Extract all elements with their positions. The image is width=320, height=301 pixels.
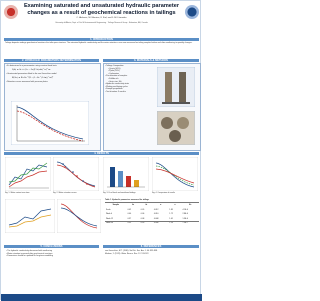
figure-1-caption: Fig. 1. Water content over time xyxy=(5,192,51,194)
materials-item: • Carbonates xyxy=(105,73,155,76)
table-cell: 0.40 xyxy=(127,212,140,217)
figure-1 xyxy=(5,157,51,191)
theory-bullet: • Ks determined in a permeameter using constant head tests xyxy=(6,65,96,68)
table-cell: 0.05 xyxy=(140,208,153,213)
table-cell: 1.72 xyxy=(168,212,181,217)
materials-list xyxy=(105,65,155,94)
table-cell: 0.012 xyxy=(153,208,169,213)
table-cell: Week 4 xyxy=(105,212,127,217)
figure-3 xyxy=(103,157,149,191)
references-list xyxy=(105,250,197,255)
table-header: n xyxy=(168,203,181,208)
table-cell: 0.006 xyxy=(153,221,169,226)
reference-item: Mualem, Y. (1976). Water Resour. Res. 12: 513-522. xyxy=(105,253,197,256)
theory-heading: 2. HYDRAULIC PARAMETERS DETERMINATION xyxy=(4,59,99,62)
intro-heading: 1. INTRODUCTION xyxy=(4,38,199,41)
table-cell: 0.42 xyxy=(127,208,140,213)
figure-4-caption: Fig. 4. Comparison of results xyxy=(152,192,198,194)
theory-bullet: • Unsaturated parameters fitted to the van Genuchten model xyxy=(6,73,96,76)
materials-heading: 3. MATERIALS & METHODS xyxy=(103,59,199,62)
table-cell: 1.3E-6 xyxy=(182,217,199,222)
conclusions-list xyxy=(6,250,98,258)
materials-item: • Sulfide rich xyxy=(105,78,155,81)
table-header: α xyxy=(153,203,169,208)
formula-retention: θ(h) = θr + (θs − θr)/[1+(αh)^n]^m xyxy=(12,69,96,71)
table-cell: 0.08 xyxy=(140,217,153,222)
materials-item: • Sample preparation xyxy=(105,88,155,91)
table-cell: 2.8E-6 xyxy=(182,212,199,217)
table-cell: Fresh xyxy=(105,208,127,213)
authors: C. Alekovic, M. Maurice, F. Kiel, and J.-M. Lhannitto xyxy=(19,17,184,20)
figure-4 xyxy=(152,157,198,191)
figure-6 xyxy=(57,199,101,233)
table-cell: 1.54 xyxy=(168,221,181,226)
university-logo-icon xyxy=(4,5,18,19)
table-caption: Table 1. Hydraulic parameters measured for tailings xyxy=(105,199,199,201)
table-header: Ks xyxy=(182,203,199,208)
results-heading: 4. RESULTS xyxy=(4,152,199,155)
table-cell: 4.1E-6 xyxy=(182,208,199,213)
table-cell: 0.010 xyxy=(153,212,169,217)
materials-item: • Test duration: 9 months xyxy=(105,91,155,94)
materials-item: • Quartz (45%) xyxy=(105,68,155,71)
header xyxy=(1,1,202,37)
institute-logo-icon xyxy=(185,5,199,19)
theory-diagram xyxy=(11,101,89,145)
table-cell: 0.06 xyxy=(140,212,153,217)
conclusion-item: • Water retention increased after geochemical reactions xyxy=(6,253,98,256)
figure-5 xyxy=(5,199,55,233)
materials-item: • Tailings Composition xyxy=(105,65,155,68)
affiliations: University of Alberta, Dept. of Civil & Environmental Engineering · Tailings Research Group · Edmonton, AB, Canada xyxy=(15,22,188,24)
reference-item: van Genuchten, M.T. (1980). Soil Sci. Soc. Am. J. 44: 892-898. xyxy=(105,250,197,253)
table-cell: Week 12 xyxy=(105,217,127,222)
conclusion-item: • The hydraulic conductivity decreased with weathering xyxy=(6,250,98,253)
table-cell: 1.61 xyxy=(168,217,181,222)
table-cell: 0.09 xyxy=(140,221,153,226)
formula-conductivity: K(Se) = Ks·Se^l[1−(1−Se^(1/m))^m]² xyxy=(12,77,96,79)
materials-item: • Grain size: Silt xyxy=(105,81,155,84)
theory-bullets xyxy=(6,65,96,84)
table-header: θr xyxy=(140,203,153,208)
table-cell: 0.37 xyxy=(127,217,140,222)
table-cell: 7.9E-7 xyxy=(182,221,199,226)
results-table xyxy=(105,203,199,226)
materials-item: • Pre-alteration of samples xyxy=(105,75,155,78)
table-cell: 0.35 xyxy=(127,221,140,226)
table-row xyxy=(105,221,199,226)
samples-photo xyxy=(157,111,195,145)
conclusions-heading: 5. CONCLUSIONS xyxy=(4,245,99,248)
table-cell: 0.008 xyxy=(153,217,169,222)
table-cell: Week 36 xyxy=(105,221,127,226)
intro-text: Tailings deposits undergo geochemical reactions that alter pore structure. The saturated hydraulic conductivity and the water retention curve were measured on tailing samples before and after weathering to quantify changes. xyxy=(5,42,198,44)
materials-item: • Wetting and drying cycles xyxy=(105,86,155,89)
conclusion-item: • Parameters should be updated for long-term modelling xyxy=(6,255,98,258)
figure-3-caption: Fig. 3. Ks of fresh and weathered tailings xyxy=(103,192,149,194)
table-cell: 1.85 xyxy=(168,208,181,213)
table-header: θs xyxy=(127,203,140,208)
materials-item: • Pyrite (16%) xyxy=(105,70,155,73)
figure-2-caption: Fig. 2. Water retention curves xyxy=(53,192,99,194)
table-header: Sample xyxy=(105,203,127,208)
materials-item: • Hydraulic conductivity tests xyxy=(105,83,155,86)
references-heading: 6. REFERENCES xyxy=(103,245,199,248)
theory-bullet: • Retention curves measured with pressure plates xyxy=(6,81,96,84)
column-setup-photo xyxy=(157,67,195,107)
poster-title: Examining saturated and unsaturated hydraulic parameter changes as a result of geochemical reactions in tailings xyxy=(19,3,184,16)
figure-2 xyxy=(53,157,99,191)
